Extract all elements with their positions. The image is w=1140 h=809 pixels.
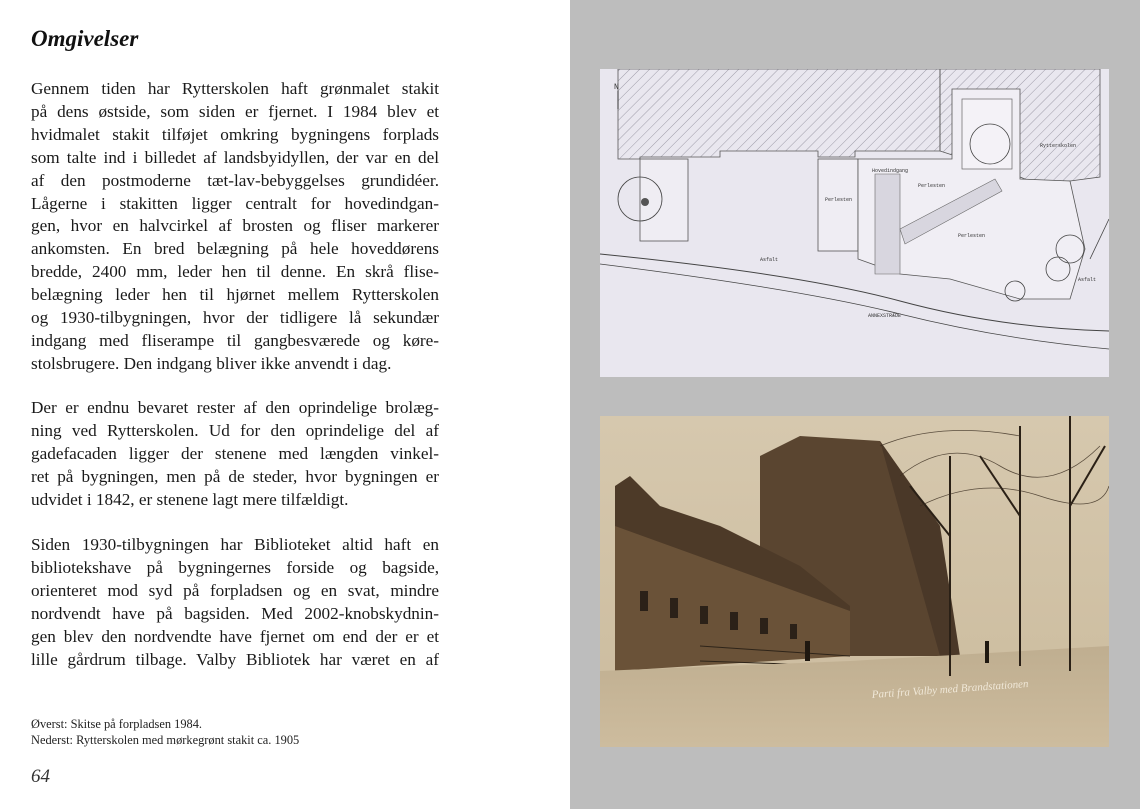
photo-inscription: Parti fra Valby med Brandstationen xyxy=(871,678,1029,701)
text-line: hvidmalet stakit tilføjet omkring bygningens forplads xyxy=(31,124,439,144)
plan-label: Perlesten xyxy=(958,233,986,239)
text-line: indgang med fliserampe til gangbesværede og køre- xyxy=(31,330,439,350)
north-label: N xyxy=(614,83,619,92)
text-line: Gennem tiden har Rytterskolen haft grønmalet stakit xyxy=(31,79,439,98)
plan-label: Asfalt xyxy=(1078,277,1097,283)
text-line: Lågerne i stakitten ligger centralt for hovedindgan- xyxy=(31,193,439,213)
text-line: nordvendt have på bagsiden. Med 2002-knobskydnin- xyxy=(31,603,439,623)
text-line: af den postmoderne tæt-lav-bebyggelses grundidéer. xyxy=(31,170,439,190)
page-number: 64 xyxy=(31,766,50,787)
text-line: ret på bygningen, men på de steder, hvor bygningen er xyxy=(31,466,439,486)
text-line: bibliotekshave på bygningernes forside og bagside, xyxy=(31,557,439,577)
historic-photo-drawing xyxy=(600,416,1109,747)
text-line: bredde, 2400 mm, leder hen til denne. En skrå flise- xyxy=(31,262,439,282)
paragraph-1 xyxy=(31,78,439,376)
paragraph-2 xyxy=(31,397,439,512)
text-line: ankomsten. En bred belægning på hele hoveddørens xyxy=(31,239,439,259)
text-line: gen blev den nordvendte have fjernet om end der er et xyxy=(31,626,439,646)
plan-label: Asfalt xyxy=(760,257,779,263)
paragraph-3 xyxy=(31,534,439,671)
caption-top: Øverst: Skitse på forpladsen 1984. xyxy=(31,717,203,731)
text-line: Der er endnu bevaret rester af den oprindelige brolæg- xyxy=(31,398,439,417)
text-line: udvidet i 1842, er stenene lagt mere tilfældigt. xyxy=(31,489,349,509)
text-line: gen, hvor en halvcirkel af brosten og fliser markerer xyxy=(31,216,439,236)
text-line: Siden 1930-tilbygningen har Biblioteket altid haft en xyxy=(31,535,439,554)
text-line: gadefacaden ligger der stenene med længden vinkel- xyxy=(31,443,439,463)
text-line: som talte ind i billedet af landsbyidyllen, der var en del xyxy=(31,147,439,167)
plan-label: Perlesten xyxy=(825,197,853,203)
text-line: og 1930-tilbygningen, hvor der tidligere lå sekundær xyxy=(31,308,439,328)
caption-bottom: Nederst: Rytterskolen med mørkegrønt stakit ca. 1905 xyxy=(31,733,300,747)
plan-label: Rytterskolen xyxy=(1040,143,1077,149)
plan-label: Hovedindgang xyxy=(872,168,909,174)
text-line: stolsbrugere. Den indgang bliver ikke anvendt i dag. xyxy=(31,353,392,373)
text-line: på dens østside, som siden er fjernet. I 1984 blev et xyxy=(31,101,439,121)
site-plan-drawing xyxy=(600,69,1109,377)
historic-photo xyxy=(600,416,1109,747)
plan-label: ANNEXSTRÆDE xyxy=(868,313,902,319)
text-line: ning ved Rytterskolen. Ud for den oprindelige del af xyxy=(31,420,439,440)
text-line: lille gårdrum tilbage. Valby Bibliotek har været en af xyxy=(31,649,439,669)
page-heading: Omgivelser xyxy=(31,26,139,51)
site-plan-image xyxy=(600,69,1109,377)
text-line: orienteret mod syd på forpladsen og en svat, mindre xyxy=(31,580,439,600)
text-line: belægning leder hen til hjørnet mellem Rytterskolen xyxy=(31,285,439,305)
plan-label: Perlesten xyxy=(918,183,946,189)
